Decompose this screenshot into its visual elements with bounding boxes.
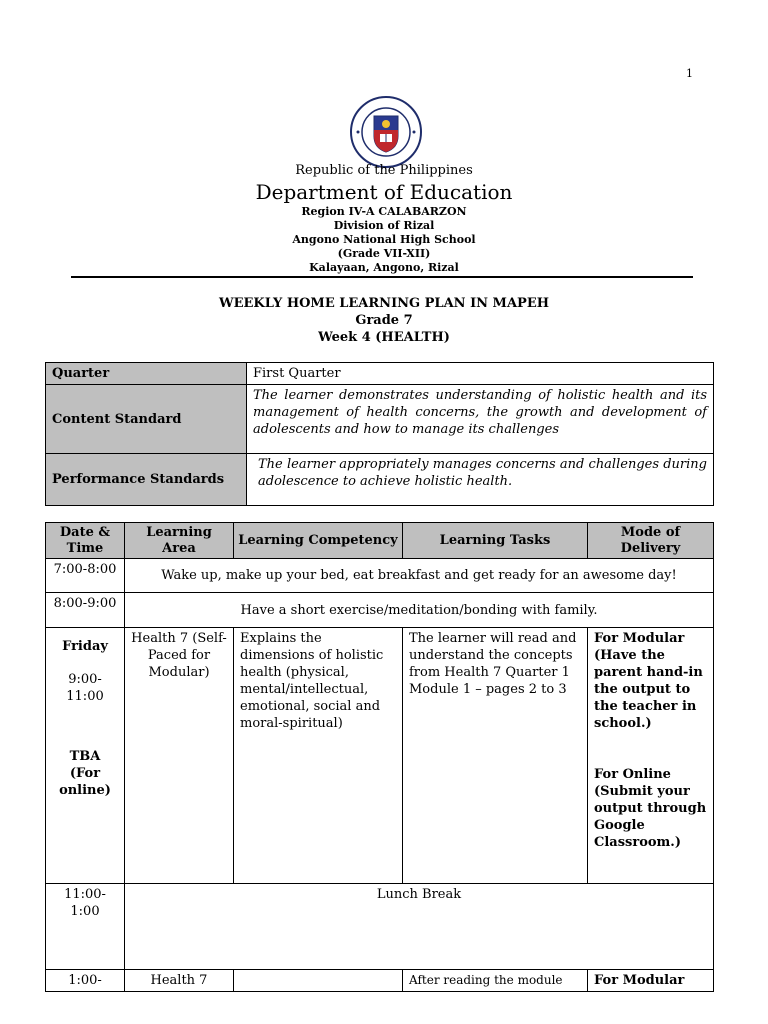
- plan-title: WEEKLY HOME LEARNING PLAN IN MAPEH: [218, 296, 550, 311]
- header-mode-of-delivery: Mode of Delivery: [588, 523, 714, 559]
- row3-online-title: For Online: [594, 767, 671, 782]
- plan-grade: Grade 7: [355, 313, 413, 328]
- header-learning-tasks: Learning Tasks: [403, 523, 588, 559]
- row4-activity: Lunch Break: [125, 884, 714, 970]
- row5-mode: For Modular: [588, 970, 714, 992]
- performance-standards-value: The learner appropriately manages concerns and challenges during adolescence to achieve holistic health.: [247, 454, 714, 506]
- department-heading: Department of Education: [255, 180, 513, 204]
- standards-table: [45, 362, 714, 506]
- grades-line: (Grade VII-XII): [337, 247, 431, 260]
- address-line: Kalayaan, Angono, Rizal: [309, 261, 459, 274]
- row2-activity: Have a short exercise/meditation/bonding with family.: [125, 593, 714, 628]
- row3-mode-cell: [588, 628, 714, 884]
- division-line: Division of Rizal: [333, 219, 435, 232]
- row1-time: 7:00-8:00: [46, 559, 125, 593]
- deped-seal-logo: [350, 96, 422, 168]
- schedule-table: [45, 522, 714, 992]
- row5-learning-area: Health 7: [125, 970, 234, 992]
- row3-modular-note: (Have the parent hand-in the output to the teacher in school.): [594, 648, 703, 731]
- row5-competency: [234, 970, 403, 992]
- row3-online-note: (Submit your output through Google Classroom.): [594, 784, 707, 850]
- header-divider: [71, 276, 693, 278]
- plan-week: Week 4 (HEALTH): [318, 330, 450, 345]
- row2-time: 8:00-9:00: [46, 593, 125, 628]
- row1-activity: Wake up, make up your bed, eat breakfast and get ready for an awesome day!: [125, 559, 714, 593]
- row3-tba: TBA: [69, 749, 101, 764]
- row3-learning-area: Health 7 (Self-Paced for Modular): [125, 628, 234, 884]
- row5-time: 1:00-: [46, 970, 125, 992]
- performance-standards-label: Performance Standards: [46, 454, 247, 506]
- quarter-label: Quarter: [46, 363, 247, 385]
- quarter-value: First Quarter: [247, 363, 714, 385]
- content-standard-label: Content Standard: [46, 385, 247, 454]
- row3-modular-title: For Modular: [594, 631, 685, 646]
- header-learning-competency: Learning Competency: [234, 523, 403, 559]
- header-date-time: Date & Time: [46, 523, 125, 559]
- page-number: 1: [686, 67, 693, 80]
- republic-heading: Republic of the Philippines: [295, 163, 473, 178]
- row5-tasks: After reading the module: [403, 970, 588, 992]
- row3-time: 9:00-11:00: [66, 672, 104, 704]
- row3-tba-note: (For online): [59, 766, 111, 798]
- row3-date-time-cell: [46, 628, 125, 884]
- region-line: Region IV-A CALABARZON: [301, 205, 467, 218]
- row3-day: Friday: [62, 639, 108, 654]
- content-standard-value: The learner demonstrates understanding of holistic health and its management of health concerns, the growth and development of adolescents and how to manage its challenges: [247, 385, 714, 454]
- row3-competency: Explains the dimensions of holistic health (physical, mental/intellectual, emotional, social and moral-spiritual): [234, 628, 403, 884]
- row3-tasks: The learner will read and understand the concepts from Health 7 Quarter 1 Module 1 – pages 2 to 3: [403, 628, 588, 884]
- header-learning-area: Learning Area: [125, 523, 234, 559]
- row4-time: 11:00-1:00: [46, 884, 125, 970]
- school-line: Angono National High School: [292, 233, 476, 246]
